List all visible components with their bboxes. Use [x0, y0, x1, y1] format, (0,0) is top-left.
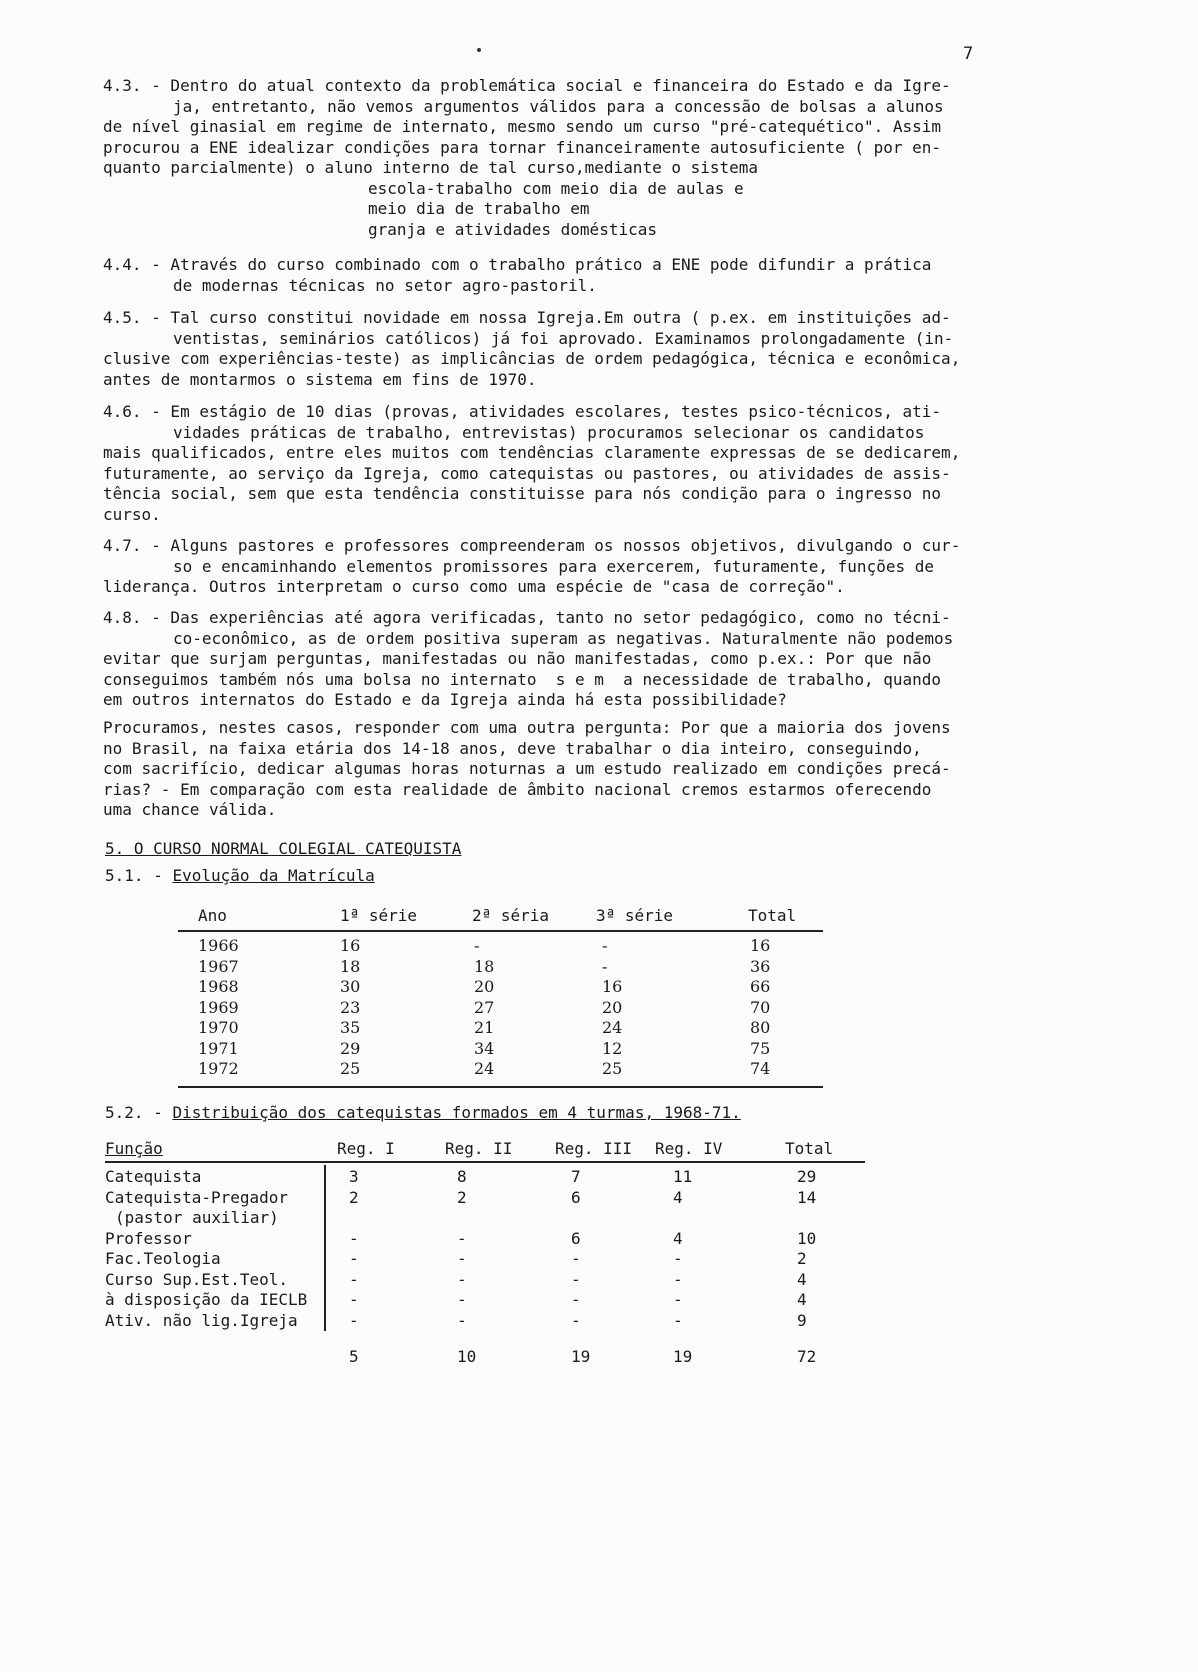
table-cell: 4.6. - Em estágio de 10 dias (provas, atividades escolares, testes psico-técnicos, ati- [103, 402, 942, 421]
table-cell: 4 [797, 1269, 807, 1289]
table-row [178, 977, 823, 998]
table-cell: 70 [750, 997, 771, 1017]
table-cell: meio dia de trabalho em [368, 199, 590, 218]
table-cell: curso. [103, 504, 161, 524]
table-cell: - [457, 1228, 467, 1248]
table-cell: Curso Sup.Est.Teol. [105, 1269, 289, 1289]
table-cell: - [457, 1249, 467, 1268]
table-cell: 29 [340, 1038, 361, 1058]
table-cell: 1966 [198, 936, 239, 955]
table-cell: 9 [797, 1310, 807, 1330]
table-cell: 25 [340, 1059, 361, 1078]
table-cell: 4.7. - Alguns pastores e professores compreenderam os nossos objetivos, divulgando o cur- [103, 536, 961, 555]
table-cell: - [474, 936, 480, 955]
table-cell: 20 [474, 977, 495, 996]
table-cell: - [571, 1290, 581, 1309]
table-cell: 1971 [198, 1038, 239, 1058]
table-cell: Distribuição dos catequistas formados em 4 turmas, 1968-71. [172, 1103, 741, 1122]
table-cell: Função [105, 1139, 163, 1158]
subsection-5-2-heading [105, 1103, 741, 1124]
table-cell: 24 [474, 1059, 495, 1078]
table-cell: - [673, 1290, 683, 1309]
table-cell: 16 [750, 936, 771, 955]
table-cell: 72 [797, 1347, 817, 1366]
table-cell: rias? - Em comparação com esta realidade de âmbito nacional cremos estarmos oferecendo [103, 779, 932, 799]
table-cell: 75 [750, 1038, 771, 1058]
table-cell: 29 [797, 1167, 817, 1186]
table-cell: co-econômico, as de ordem positiva superam as negativas. Naturalmente não podemos [173, 628, 954, 648]
table-cell: liderança. Outros interpretam o curso como uma espécie de "casa de correção". [103, 577, 845, 596]
table-cell: 8 [457, 1167, 467, 1186]
graduates-table [105, 1139, 865, 1368]
table-cell: - [457, 1310, 467, 1330]
table-row [105, 1249, 865, 1270]
table-cell: - [349, 1249, 359, 1268]
table-cell: 10 [797, 1228, 817, 1248]
table-cell: mais qualificados, entre eles muitos com tendências claramente expressas de se dedicarem, [103, 443, 961, 462]
table-cell: 27 [474, 997, 495, 1017]
table-cell: (pastor auxiliar) [115, 1208, 279, 1227]
table-cell: - [602, 936, 608, 955]
table-cell: futuramente, ao serviço da Igreja, como catequistas ou pastores, ou atividades de assis- [103, 463, 951, 483]
table-cell: 3 [349, 1167, 359, 1186]
table-cell: 16 [340, 936, 361, 955]
table-row [105, 1311, 865, 1332]
paragraph-4-5 [103, 308, 1015, 390]
table-cell: Catequista [105, 1167, 202, 1186]
table-cell: 6 [571, 1228, 581, 1248]
table-cell: evitar que surjam perguntas, manifestadas ou não manifestadas, como p.ex.: Por que não [103, 649, 932, 668]
table-cell: 2 [797, 1249, 807, 1268]
table-cell: tência social, sem que esta tendência constituisse para nós condição para o ingresso no [103, 484, 942, 503]
table-cell: 1969 [198, 997, 239, 1017]
table-cell: procurou a ENE idealizar condições para tornar financeiramente autosuficiente ( por en- [103, 137, 942, 157]
table-cell: - [457, 1269, 467, 1289]
table-row [178, 998, 823, 1019]
table-cell: 20 [602, 997, 623, 1017]
paragraph-procuramos [103, 718, 1015, 821]
table-cell: ventistas, seminários católicos) já foi aprovado. Examinamos prolongadamente (in- [173, 328, 954, 348]
table-cell: 1972 [198, 1059, 239, 1078]
table-cell: 18 [474, 956, 495, 976]
paragraph-4-3 [103, 76, 1015, 240]
table-cell: Ano [198, 906, 227, 925]
table-cell: Professor [105, 1228, 192, 1248]
table-cell: Fac.Teologia [105, 1249, 221, 1268]
table-cell: ja, entretanto, não vemos argumentos válidos para a concessão de bolsas a alunos [173, 96, 944, 116]
table-cell: 30 [340, 977, 361, 996]
table-cell: de modernas técnicas no setor agro-pastoril. [173, 275, 597, 295]
table-row [105, 1229, 865, 1250]
table-cell: - [673, 1310, 683, 1330]
table-cell: 19 [571, 1347, 591, 1366]
table-totals-row [105, 1347, 865, 1368]
table-cell: Total [748, 906, 797, 925]
table-cell: conseguimos também nós uma bolsa no internato s e m a necessidade de trabalho, quando [103, 669, 942, 689]
paragraph-4-7 [103, 536, 1015, 598]
table-cell: 66 [750, 977, 771, 996]
table-cell: 74 [750, 1059, 771, 1078]
paragraph-4-8 [103, 608, 1015, 711]
table-cell: granja e atividades domésticas [368, 219, 657, 239]
table-cell: 5.2. - [105, 1103, 173, 1122]
table-cell: 23 [340, 997, 361, 1017]
table-cell: Total [785, 1139, 834, 1158]
table-cell: 14 [797, 1187, 817, 1207]
table-cell: antes de montarmos o sistema em fins de 1970. [103, 369, 537, 389]
table-cell: 25 [602, 1059, 623, 1078]
paragraph-4-4 [103, 255, 1015, 296]
table-cell: - [349, 1290, 359, 1309]
table-cell: 1968 [198, 977, 239, 996]
table-cell: - [602, 956, 608, 976]
table-cell: - [571, 1249, 581, 1268]
table-cell: em outros internatos do Estado e da Igreja ainda há esta possibilidade? [103, 690, 787, 709]
table-body [178, 932, 823, 1088]
table-row [178, 1018, 823, 1039]
table-cell: Catequista-Pregador [105, 1187, 289, 1207]
table-header [178, 904, 823, 932]
table-cell: Reg. II [445, 1139, 513, 1158]
table-cell: no Brasil, na faixa etária dos 14-18 anos, deve trabalhar o dia inteiro, conseguindo, [103, 738, 922, 758]
table-row [105, 1167, 865, 1188]
table-cell: 4 [673, 1187, 683, 1207]
table-cell: 34 [474, 1038, 495, 1058]
table-cell: escola-trabalho com meio dia de aulas e [368, 178, 744, 198]
table-cell: 4 [797, 1290, 807, 1309]
table-cell: 4.4. - Através do curso combinado com o trabalho prático a ENE pode difundir a prática [103, 255, 932, 274]
table-row [105, 1188, 865, 1209]
table-cell: - [457, 1290, 467, 1309]
table-cell: 80 [750, 1018, 771, 1037]
table-cell: com sacrifício, dedicar algumas horas noturnas a um estudo realizado em condições precá- [103, 759, 951, 778]
table-cell: vidades práticas de trabalho, entrevistas) procuramos selecionar os candidatos [173, 422, 925, 442]
table-cell: 2 [457, 1187, 467, 1207]
table-cell: uma chance válida. [103, 800, 277, 819]
table-cell: 2 [349, 1187, 359, 1207]
table-cell: Evolução da Matrícula [172, 866, 375, 885]
table-row [178, 1059, 823, 1080]
table-cell: 5. [105, 839, 125, 858]
table-cell: so e encaminhando elementos promissores para exercerem, futuramente, funções de [173, 556, 934, 576]
table-cell: - [349, 1228, 359, 1248]
table-cell: 4 [673, 1228, 683, 1248]
table-cell: - [349, 1310, 359, 1330]
table-cell: 7 [571, 1167, 581, 1186]
table-cell: 1967 [198, 956, 239, 976]
table-cell: 5.1. - [105, 866, 173, 885]
table-row [178, 936, 823, 957]
table-row [178, 957, 823, 978]
table-cell: de nível ginasial em regime de internato, mesmo sendo um curso "pré-catequético". Assim [103, 117, 942, 136]
table-cell: 21 [474, 1018, 495, 1037]
table-cell: - [673, 1249, 683, 1268]
table-body [105, 1163, 865, 1331]
table-cell: - [349, 1269, 359, 1289]
table-cell: clusive com experiências-teste) as implicâncias de ordem pedagógica, técnica e econômica, [103, 349, 961, 368]
table-cell: 4.3. - Dentro do atual contexto da problemática social e financeira do Estado e da Igre- [103, 76, 951, 95]
enrollment-table [178, 904, 823, 1088]
table-cell: - [571, 1310, 581, 1330]
table-cell: 6 [571, 1187, 581, 1207]
table-cell: 2ª séria [472, 906, 550, 925]
table-cell: Reg. III [555, 1139, 633, 1158]
table-cell: 4.8. - Das experiências até agora verificadas, tanto no setor pedagógico, como no técni- [103, 608, 951, 627]
table-cell: 16 [602, 977, 623, 996]
table-row [105, 1208, 865, 1229]
table-cell: à disposição da IECLB [105, 1290, 308, 1309]
table-cell: - [673, 1269, 683, 1289]
table-row [178, 1039, 823, 1060]
table-cell: 1ª série [340, 906, 418, 925]
page-number: 7 [963, 44, 974, 64]
table-header [105, 1139, 865, 1163]
table-cell: 24 [602, 1018, 623, 1037]
table-cell: 12 [602, 1038, 623, 1058]
table-cell: 3ª série [596, 906, 674, 925]
table-cell: 19 [673, 1347, 693, 1366]
table-cell: Procuramos, nestes casos, responder com uma outra pergunta: Por que a maioria dos jovens [103, 718, 951, 737]
paragraph-4-6 [103, 402, 1015, 525]
table-cell: quanto parcialmente) o aluno interno de tal curso,mediante o sistema [103, 158, 759, 177]
table-row [105, 1290, 865, 1311]
table-cell: 11 [673, 1167, 693, 1186]
speck-mark [477, 48, 481, 52]
table-cell: 35 [340, 1018, 361, 1037]
subsection-5-1-heading [105, 866, 375, 887]
table-cell: 5 [349, 1347, 359, 1366]
table-cell: O CURSO NORMAL COLEGIAL CATEQUISTA [133, 839, 462, 858]
section-5-heading [105, 839, 461, 860]
table-cell: 36 [750, 956, 771, 976]
table-cell: 18 [340, 956, 361, 976]
table-cell: Reg. IV [655, 1139, 723, 1158]
table-row [105, 1270, 865, 1291]
table-cell: Reg. I [337, 1139, 395, 1158]
table-cell: - [571, 1269, 581, 1289]
table-cell: Ativ. não lig.Igreja [105, 1310, 298, 1330]
table-cell: 1970 [198, 1018, 239, 1037]
table-cell: 4.5. - Tal curso constitui novidade em nossa Igreja.Em outra ( p.ex. em instituições ad- [103, 308, 951, 327]
table-cell: 10 [457, 1347, 477, 1366]
